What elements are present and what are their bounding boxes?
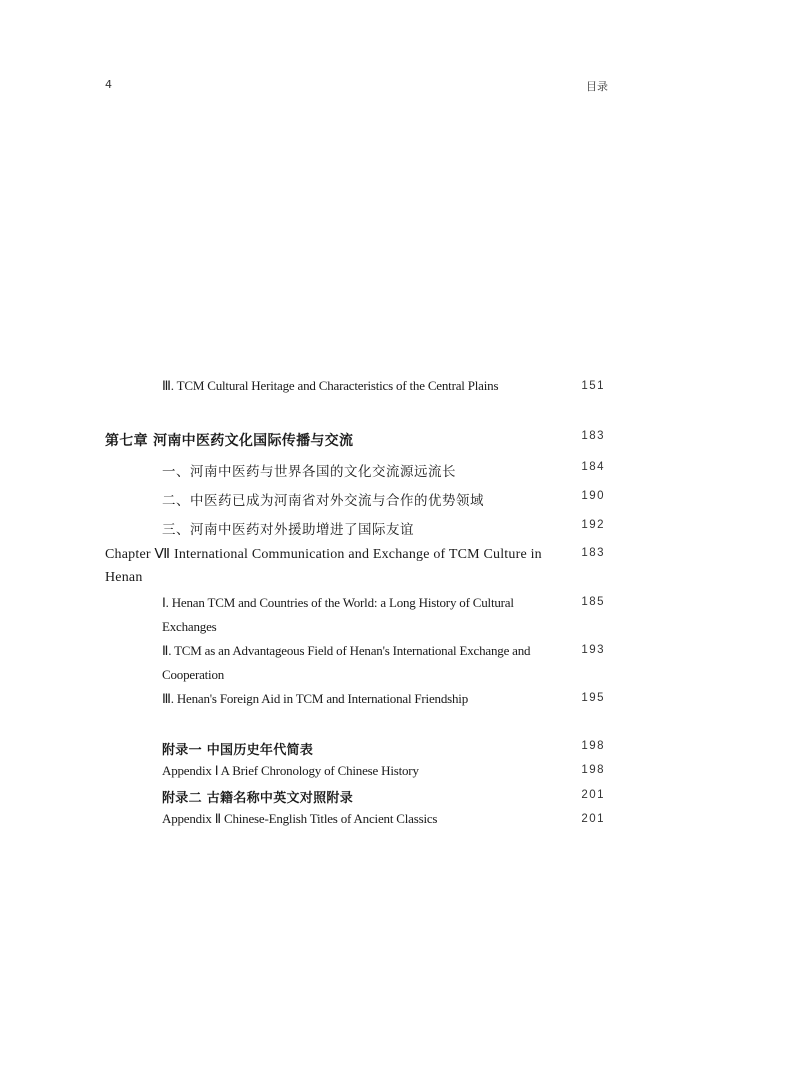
toc-chapter-heading-en-continued: [105, 570, 143, 586]
toc-appendix-heading[interactable]: [162, 787, 353, 806]
toc-page-number: 184: [581, 461, 605, 473]
running-page-number: 4: [105, 78, 112, 91]
toc-entry[interactable]: [162, 489, 484, 509]
toc-page-number: 185: [581, 596, 605, 608]
toc-entry-continued: [162, 667, 224, 683]
toc-entry-title: Ⅲ. Henan's Foreign Aid in TCM and International Friendship: [162, 691, 469, 706]
toc-page-number: 151: [581, 380, 605, 392]
toc-appendix-heading[interactable]: [162, 739, 313, 758]
toc-entry[interactable]: [162, 460, 456, 480]
toc-entry-title: 一、河南中医药与世界各国的文化交流源远流长: [162, 464, 456, 480]
toc-page-number: 195: [581, 692, 605, 704]
toc-entry[interactable]: [162, 691, 468, 707]
running-section-title: 目录: [586, 80, 608, 93]
toc-entry-title: 二、中医药已成为河南省对外交流与合作的优势领域: [162, 493, 484, 509]
toc-page-number: 198: [581, 740, 605, 752]
toc-page-number: 201: [581, 813, 605, 825]
toc-entry-title-continued: Henan: [105, 570, 143, 585]
toc-entry-title: Ⅰ. Henan TCM and Countries of the World: a Long History of Cultural: [162, 595, 514, 610]
toc-entry-title-continued: Cooperation: [162, 667, 225, 682]
toc-entry[interactable]: [162, 518, 414, 538]
toc-entry-title: Chapter Ⅶ International Communication and Exchange of TCM Culture in: [105, 547, 542, 562]
toc-entry-continued: [162, 619, 217, 635]
toc-entry[interactable]: [162, 378, 498, 394]
toc-entry[interactable]: [162, 811, 437, 827]
toc-entry[interactable]: [162, 763, 419, 779]
toc-entry[interactable]: [162, 595, 514, 611]
toc-page-number: 183: [581, 547, 605, 559]
toc-page-number: 201: [581, 789, 605, 801]
toc-entry-title: 第七章 河南中医药文化国际传播与交流: [105, 433, 354, 449]
toc-entry-title-continued: Exchanges: [162, 619, 217, 634]
toc-page-number: 190: [581, 490, 605, 502]
toc-entry-title: 三、河南中医药对外援助增进了国际友谊: [162, 522, 414, 538]
toc-entry-title: 附录一 中国历史年代简表: [162, 743, 314, 758]
toc-chapter-heading-en[interactable]: [105, 546, 542, 563]
toc-page-number: 198: [581, 764, 605, 776]
toc-entry[interactable]: [162, 643, 530, 659]
toc-page-number: 193: [581, 644, 605, 656]
toc-entry-title: Appendix Ⅰ A Brief Chronology of Chinese History: [162, 763, 419, 778]
toc-page-number: 192: [581, 519, 605, 531]
toc-entry-title: Ⅲ. TCM Cultural Heritage and Characteristics of the Central Plains: [162, 378, 499, 393]
toc-chapter-heading[interactable]: [105, 430, 353, 450]
toc-entry-title: Appendix Ⅱ Chinese-English Titles of Ancient Classics: [162, 811, 438, 826]
toc-page-number: 183: [581, 430, 605, 442]
toc-entry-title: Ⅱ. TCM as an Advantageous Field of Henan's International Exchange and: [162, 643, 531, 658]
toc-entry-title: 附录二 古籍名称中英文对照附录: [162, 791, 354, 806]
